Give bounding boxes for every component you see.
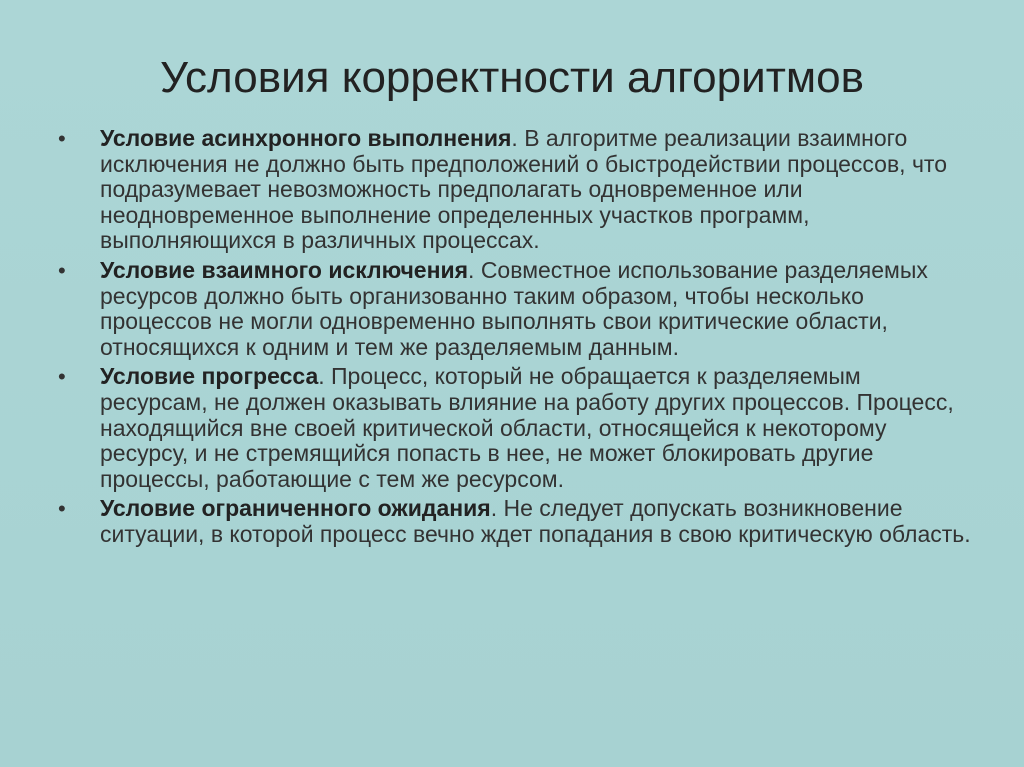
bullet-item-bounded-waiting	[52, 496, 972, 547]
bullet-dot-icon: •	[58, 126, 66, 151]
bullet-item-mutual-exclusion	[52, 258, 972, 360]
bullet-text: . Процесс, который не обращается к разделяемым ресурсам, не должен оказывать влияние на работу других процессов. Процесс, находящийся вне своей критической области, относящейся к некоторому ресурсу, и не стремящийся попасть в нее, не может блокировать другие процессы, работающие с тем же ресурсом.	[100, 363, 954, 492]
bullet-text: . Совместное использование разделяемых ресурсов должно быть организованно таким образом, чтобы несколько процессов не могли одновременно выполнять свои критические области, относящихся к одним и тем же разделяемым данным.	[100, 256, 928, 360]
bullet-dot-icon: •	[58, 364, 66, 390]
bullet-dot-icon: •	[58, 257, 66, 283]
bullet-term: Условие асинхронного выполнения	[100, 125, 512, 151]
bullet-item-async-execution	[52, 126, 972, 254]
bullet-term: Условие прогресса	[100, 363, 319, 390]
bullet-term: Условие взаимного исключения	[100, 256, 469, 283]
bullet-list	[52, 126, 972, 548]
bullet-text: . В алгоритме реализации взаимного исключения не должно быть предположений о быстродействии процессов, что подразумевает невозможность предполагать одновременное или неодновременное выполнение определенных участков программ, выполняющихся в различных процессах.	[100, 125, 948, 254]
bullet-dot-icon: •	[58, 496, 66, 522]
bullet-text: . Не следует допускать возникновение ситуации, в которой процесс вечно ждет попадания в свою критическую область.	[100, 495, 971, 547]
bullet-item-progress	[52, 364, 972, 492]
slide-content	[52, 126, 972, 552]
slide-title: Условия корректности алгоритмов	[160, 53, 864, 102]
bullet-term: Условие ограниченного ожидания	[100, 495, 491, 522]
